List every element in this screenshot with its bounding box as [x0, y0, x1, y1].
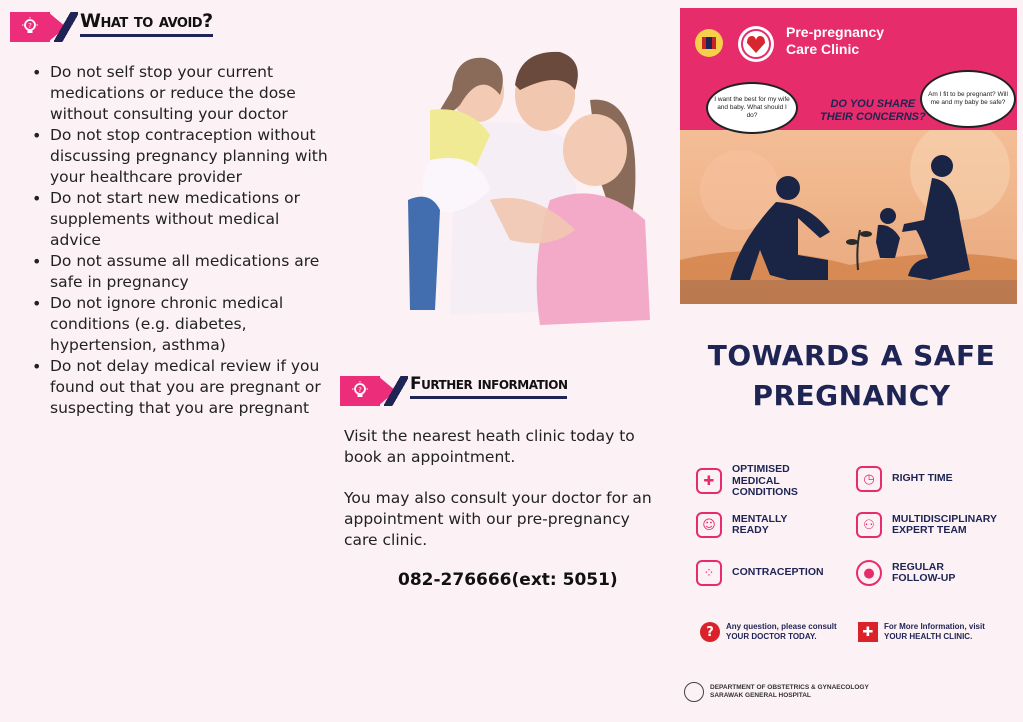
- feature-label: CONTRACEPTION: [732, 566, 824, 579]
- footer-consult-doctor: [700, 622, 837, 642]
- lightbulb-icon: [340, 376, 380, 406]
- clock-hand-icon: ◷: [856, 466, 882, 492]
- feature-label: OPTIMISED MEDICAL CONDITIONS: [732, 463, 798, 498]
- further-banner: [340, 372, 600, 408]
- department-credit: [684, 682, 869, 702]
- feature-mentally-ready: [696, 512, 802, 538]
- avoid-title: What to avoid?: [80, 10, 213, 37]
- list-item: • Do not stop contraception without discussing pregnancy planning with your healthcare provider: [28, 125, 333, 188]
- avoid-panel: [0, 0, 340, 722]
- footer-text: For More Information, visit YOUR HEALTH CLINIC.: [884, 622, 985, 641]
- svg-text:?: ?: [358, 386, 362, 394]
- list-item: • Do not assume all medications are safe in pregnancy: [28, 251, 333, 293]
- clinic-icon: ✚: [858, 622, 878, 642]
- hospital-name: SARAWAK GENERAL HOSPITAL: [710, 692, 811, 699]
- feature-label: MENTALLY READY: [732, 512, 788, 536]
- cover-panel: [680, 0, 1023, 722]
- thought-bubble-left: I want the best for my wife and baby. What should I do?: [706, 82, 798, 134]
- feature-label: REGULAR FOLLOW-UP: [892, 560, 956, 584]
- department-name: DEPARTMENT OF OBSTETRICS & GYNAECOLOGY: [710, 684, 869, 691]
- feature-right-time: [856, 466, 953, 492]
- svg-text:?: ?: [28, 22, 32, 30]
- list-item: • Do not ignore chronic medical conditions (e.g. diabetes, hypertension, asthma): [28, 293, 333, 356]
- list-item: • Do not start new medications or supplements without medical advice: [28, 188, 333, 251]
- avoid-banner: [10, 8, 270, 44]
- footer-health-clinic: [858, 622, 985, 642]
- family-illustration: [360, 40, 660, 330]
- main-title: TOWARDS A SAFE PREGNANCY: [707, 339, 996, 412]
- further-title: Further information: [410, 374, 567, 399]
- feature-label: RIGHT TIME: [892, 472, 953, 485]
- medical-kit-icon: ✚: [696, 468, 722, 494]
- poster-title: Pre-pregnancy Care Clinic: [786, 24, 885, 57]
- feature-follow-up: [856, 560, 962, 586]
- feature-contraception: [696, 560, 824, 586]
- feature-expert-team: [856, 512, 1012, 538]
- clinic-poster: [680, 8, 1017, 304]
- phone-number[interactable]: 082-276666(ext: 5051): [398, 570, 618, 590]
- avoid-list: [28, 62, 333, 419]
- pills-icon: ⁘: [696, 560, 722, 586]
- family-silhouette: [680, 130, 1017, 304]
- thought-bubble-right: Am I fit to be pregnant? Will me and my baby be safe?: [920, 70, 1016, 128]
- footer-text: Any question, please consult YOUR DOCTOR TODAY.: [726, 622, 837, 641]
- department-logo-icon: [684, 682, 704, 702]
- team-icon: ⚇: [856, 512, 882, 538]
- info-paragraph-2: You may also consult your doctor for an appointment with our pre-pregnancy care clinic.: [344, 489, 652, 549]
- feature-optimised-medical: [696, 464, 812, 499]
- clinic-logo-icon: [736, 24, 776, 64]
- list-item: • Do not self stop your current medications or reduce the dose without consulting your doctor: [28, 62, 333, 125]
- list-item: • Do not delay medical review if you found out that you are pregnant or suspecting that you are pregnant: [28, 356, 333, 419]
- info-paragraph-1: Visit the nearest heath clinic today to book an appointment.: [344, 427, 635, 466]
- fetus-icon: ●: [856, 560, 882, 586]
- head-lightbulb-icon: ☺: [696, 512, 722, 538]
- coat-of-arms-icon: [692, 26, 726, 60]
- question-icon: ?: [700, 622, 720, 642]
- info-panel: [340, 0, 680, 722]
- lightbulb-icon: [10, 12, 50, 42]
- poster-question: DO YOU SHARE THEIR CONCERNS?: [820, 98, 926, 123]
- feature-label: MULTIDISCIPLINARY EXPERT TEAM: [892, 512, 997, 536]
